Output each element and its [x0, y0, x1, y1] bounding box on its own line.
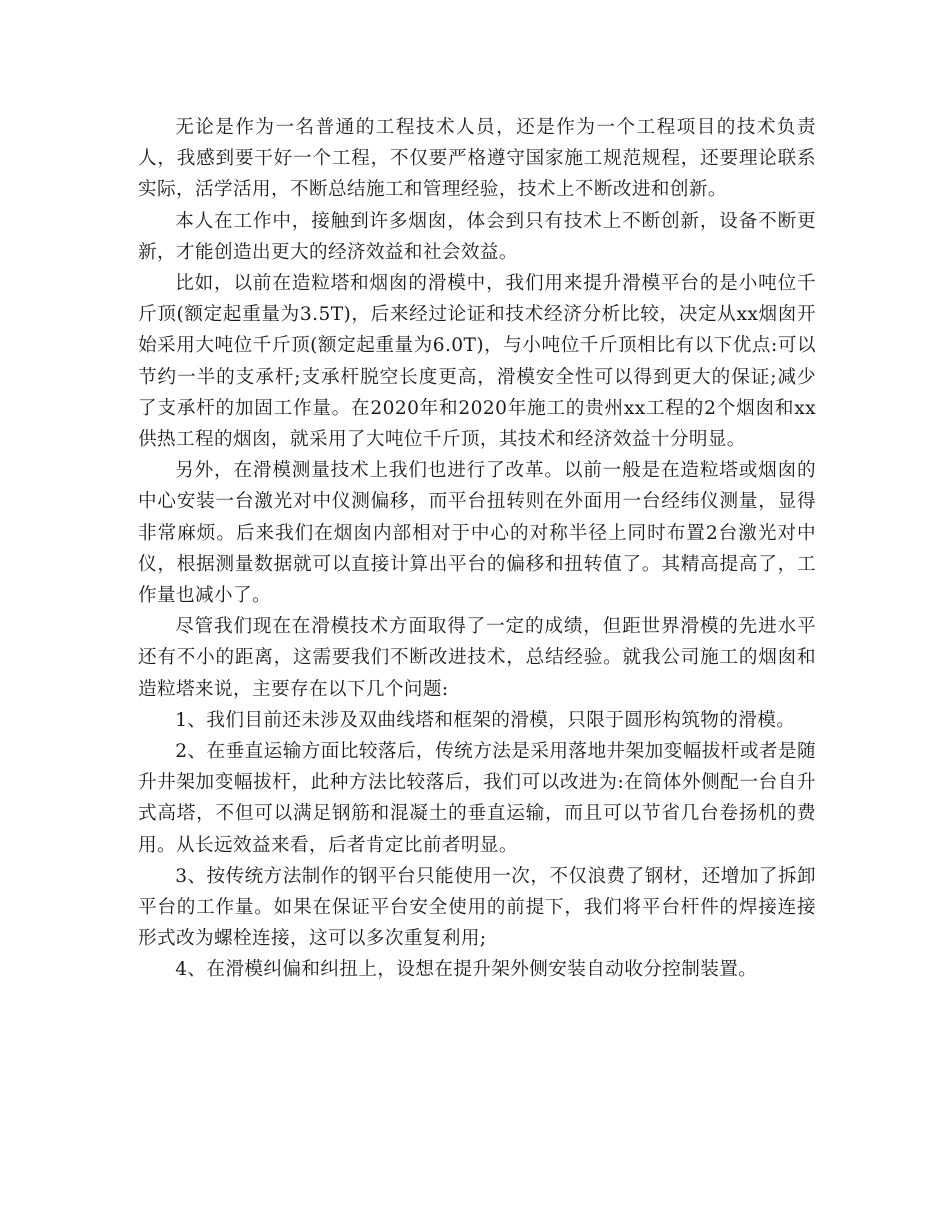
document-body — [138, 112, 816, 986]
paragraph-innovation: 本人在工作中，接触到许多烟囱，体会到只有技术上不断创新，设备不断更新，才能创造出更大的经济效益和社会效益。 — [138, 210, 816, 263]
paragraph-jack-example: 比如，以前在造粒塔和烟囱的滑模中，我们用来提升滑模平台的是小吨位千斤顶(额定起重量为3.5T)，后来经过论证和技术经济分析比较，决定从xx烟囱开始采用大吨位千斤顶(额定起重量为6.0T)，与小吨位千斤顶相比有以下优点:可以节约一半的支承杆;支承杆脱空长度更高，滑模安全性可以得到更大的保证;减少了支承杆的加固工作量。在2020年和2020年施工的贵州xx工程的2个烟囱和xx供热工程的烟囱，就采用了大吨位千斤顶，其技术和经济效益十分明显。 — [138, 273, 816, 451]
paragraph-problems-intro: 尽管我们现在在滑模技术方面取得了一定的成绩，但距世界滑模的先进水平还有不小的距离，这需要我们不断改进技术，总结经验。就我公司施工的烟囱和造粒塔来说，主要存在以下几个问题: — [138, 616, 816, 700]
paragraph-intro: 无论是作为一名普通的工程技术人员，还是作为一个工程项目的技术负责人，我感到要干好一个工程，不仅要严格遵守国家施工规范规程，还要理论联系实际，活学活用，不断总结施工和管理经验，技术上不断改进和创新。 — [138, 117, 816, 201]
list-item-3: 3、按传统方法制作的钢平台只能使用一次，不仅浪费了钢材，还增加了拆卸平台的工作量。如果在保证平台安全使用的前提下，我们将平台杆件的焊接连接形式改为螺栓连接，这可以多次重复利用; — [138, 865, 816, 950]
paragraph-measurement: 另外，在滑模测量技术上我们也进行了改革。以前一般是在造粒塔或烟囱的中心安装一台激光对中仪测偏移，而平台扭转则在外面用一台经纬仪测量，显得非常麻烦。后来我们在烟囱内部相对于中心的对称半径上同时布置2台激光对中仪，根据测量数据就可以直接计算出平台的偏移和扭转值了。其精高提高了，工作量也减小了。 — [138, 460, 816, 607]
list-item-1: 1、我们目前还未涉及双曲线塔和框架的滑模，只限于圆形构筑物的滑模。 — [175, 709, 796, 731]
list-item-4: 4、在滑模纠偏和纠扭上，设想在提升架外侧安装自动收分控制装置。 — [175, 959, 758, 981]
list-item-2: 2、在垂直运输方面比较落后，传统方法是采用落地井架加变幅拔杆或者是随升井架加变幅拔杆，此种方法比较落后，我们可以改进为:在筒体外侧配一台自升式高塔，不但可以满足钢筋和混凝土的垂直运输，而且可以节省几台卷扬机的费用。从长远效益来看，后者肯定比前者明显。 — [138, 741, 816, 856]
